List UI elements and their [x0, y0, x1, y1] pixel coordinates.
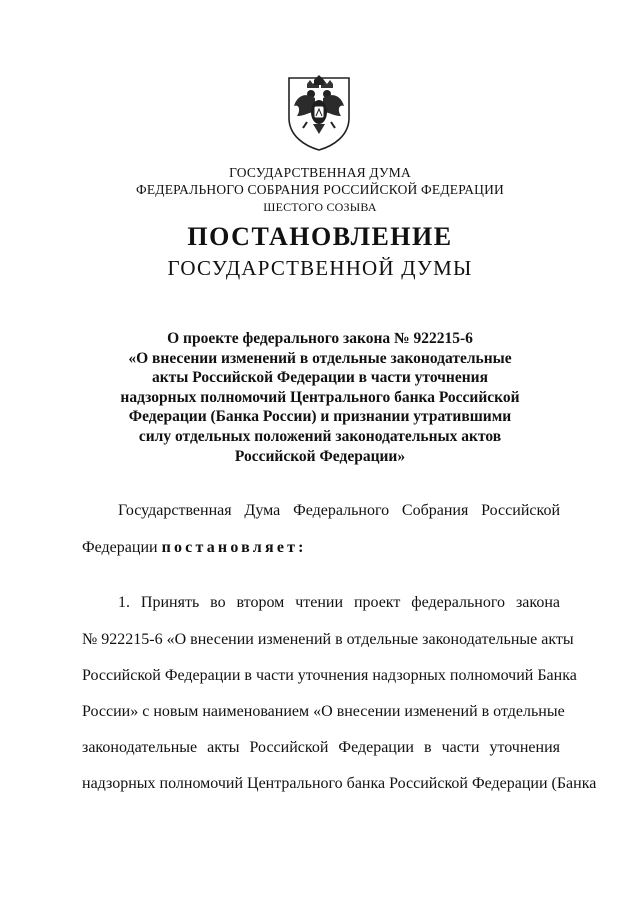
item-1-line: России» с новым наименованием «О внесении изменений в отдельные [82, 703, 565, 720]
subject-line: надзорных полномочий Центрального банка Российской [120, 388, 520, 406]
subject-line: О проекте федерального закона № 922215-6 [167, 330, 473, 347]
subject-line: «О внесении изменений в отдельные законодательные [128, 349, 512, 367]
preamble-text: Федерации [82, 539, 158, 556]
header-line-duma: ГОСУДАРСТВЕННАЯ ДУМА [229, 165, 411, 180]
coat-of-arms-icon [285, 72, 353, 152]
item-1-line: законодательные акты Российской Федерации в части уточнения [82, 739, 560, 756]
item-1-line: Российской Федерации в части уточнения надзорных полномочий Банка [82, 667, 577, 684]
postanovlyaet-emphasis: постановляет: [161, 539, 307, 556]
subject-line: силу отдельных положений законодательных актов [138, 427, 502, 445]
item-1-line: 1. Принять во втором чтении проект федерального закона [118, 594, 560, 611]
header-line-federal-assembly: ФЕДЕРАЛЬНОГО СОБРАНИЯ РОССИЙСКОЙ ФЕДЕРАЦИИ [136, 182, 504, 197]
subject-line: акты Российской Федерации в части уточнения [152, 369, 488, 387]
item-1-line: № 922215-6 «О внесении изменений в отдельные законодательные акты [82, 631, 574, 648]
document-subtitle: ГОСУДАРСТВЕННОЙ ДУМЫ [167, 256, 473, 280]
subject-line: Федерации (Банка России) и признании утратившими [128, 408, 512, 426]
preamble-line [82, 539, 560, 557]
document-title: ПОСТАНОВЛЕНИЕ [187, 222, 453, 251]
preamble-line: Государственная Дума Федерального Собрания Российской [118, 502, 560, 519]
header-line-convocation: ШЕСТОГО СОЗЫВА [263, 200, 377, 214]
document-subject [100, 329, 540, 466]
subject-line: Российской Федерации» [234, 447, 406, 465]
item-1-line: надзорных полномочий Центрального банка Российской Федерации (Банка [82, 775, 597, 792]
